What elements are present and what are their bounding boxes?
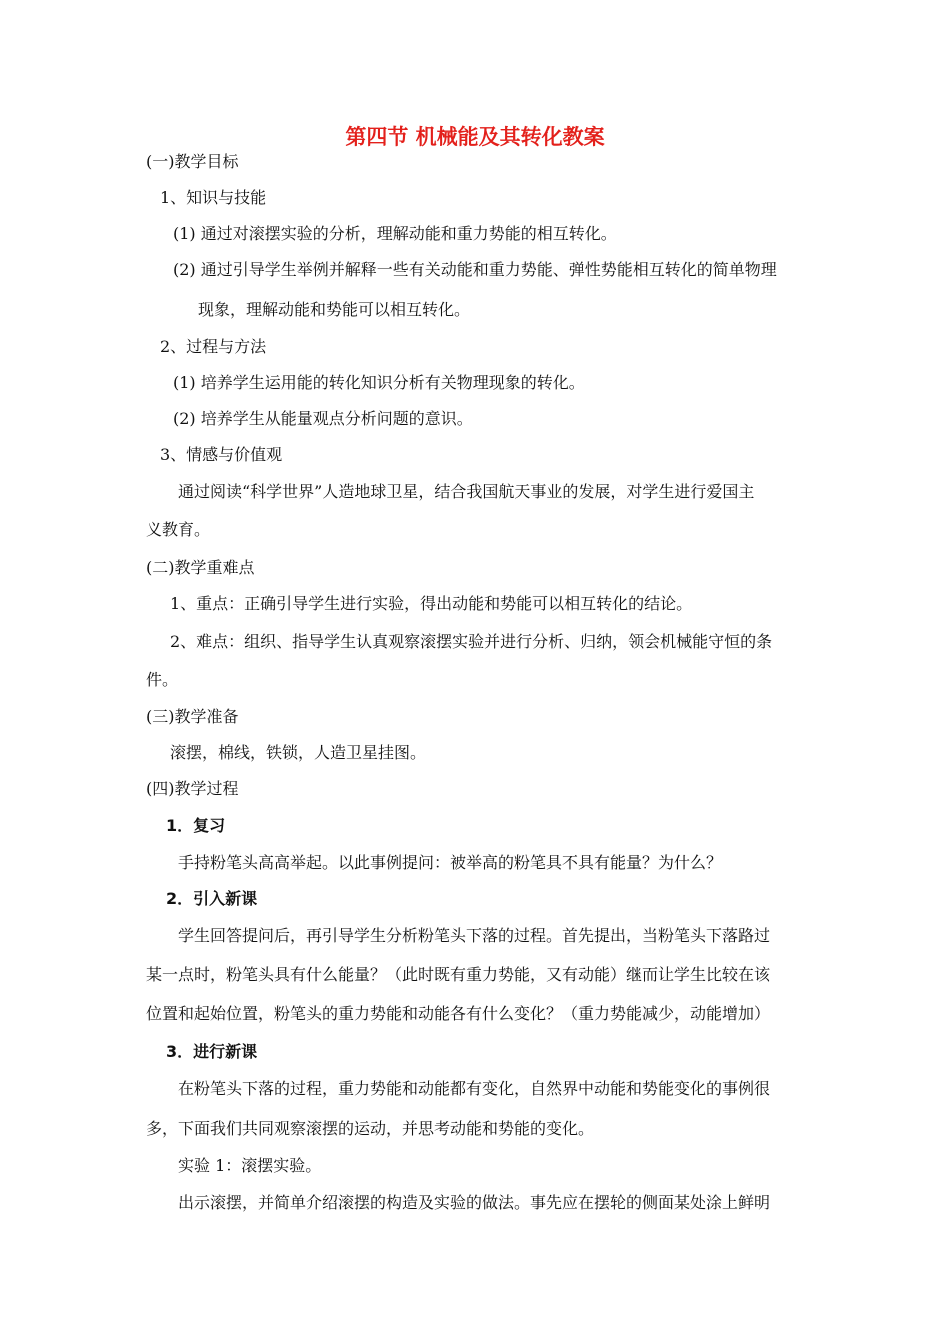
list-item: (2) 通过引导学生举例并解释一些有关动能和重力势能、弹性势能相互转化的简单物理 [173,260,777,279]
paragraph-line: 通过阅读“科学世界”人造地球卫星，结合我国航天事业的发展，对学生进行爱国主 [178,482,755,501]
step-heading: 3．进行新课 [166,1042,258,1061]
paragraph-line: 学生回答提问后，再引导学生分析粉笔头下落的过程。首先提出，当粉笔头下落路过 [178,926,771,945]
paragraph-line: 出示滚摆，并简单介绍滚摆的构造及实验的做法。事先应在摆轮的侧面某处涂上鲜明 [178,1193,771,1212]
list-item: (2) 培养学生从能量观点分析问题的意识。 [173,409,473,428]
section-heading: (四)教学过程 [146,779,239,798]
list-item: (1) 培养学生运用能的转化知识分析有关物理现象的转化。 [173,373,585,392]
section-heading: (一)教学目标 [146,152,239,171]
step-heading: 2．引入新课 [166,889,258,908]
paragraph-line: 位置和起始位置，粉笔头的重力势能和动能各有什么变化？（重力势能减少，动能增加） [146,1004,771,1023]
section-heading: (三)教学准备 [146,707,239,726]
subsection-heading: 3、情感与价值观 [160,445,283,464]
paragraph-line: 件。 [146,670,179,689]
document-title: 第四节 机械能及其转化教案 [345,125,605,149]
paragraph-line: 2、难点：组织、指导学生认真观察滚摆实验并进行分析、归纳，领会机械能守恒的条 [170,632,773,651]
paragraph-line: 手持粉笔头高高举起。以此事例提问：被举高的粉笔具不具有能量？为什么？ [178,853,723,872]
paragraph-line: 多，下面我们共同观察滚摆的运动，并思考动能和势能的变化。 [146,1119,595,1138]
paragraph-line: 义教育。 [146,520,211,539]
list-item-continuation: 现象，理解动能和势能可以相互转化。 [198,300,471,319]
paragraph-line: 实验 1：滚摆实验。 [178,1156,322,1175]
subsection-heading: 2、过程与方法 [160,337,267,356]
paragraph-line: 滚摆，棉线，铁锁，人造卫星挂图。 [170,743,427,762]
subsection-heading: 1、知识与技能 [160,188,267,207]
paragraph-line: 1、重点：正确引导学生进行实验，得出动能和势能可以相互转化的结论。 [170,594,693,613]
paragraph-line: 在粉笔头下落的过程，重力势能和动能都有变化，自然界中动能和势能变化的事例很 [178,1079,771,1098]
paragraph-line: 某一点时，粉笔头具有什么能量？（此时既有重力势能，又有动能）继而让学生比较在该 [146,965,771,984]
section-heading: (二)教学重难点 [146,558,255,577]
list-item: (1) 通过对滚摆实验的分析，理解动能和重力势能的相互转化。 [173,224,617,243]
step-heading: 1．复习 [166,816,226,835]
